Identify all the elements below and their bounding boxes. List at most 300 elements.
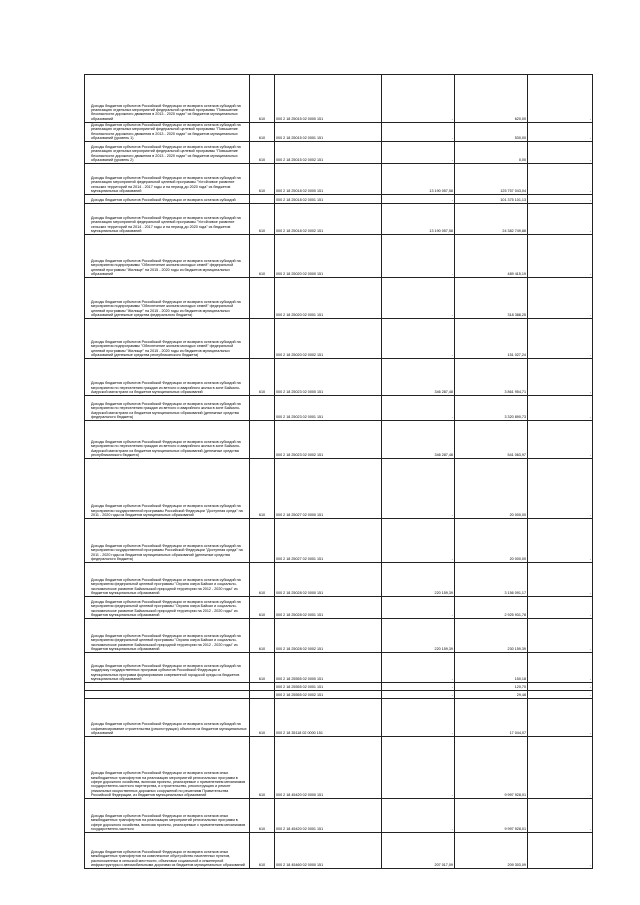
row-budget-code: 000 2 18 25028 02 0001 151 — [276, 612, 324, 617]
row-planned-amount: - — [451, 826, 453, 831]
row-description: Доходы бюджетов субъектов Российской Федерации от возврата остатков субсидий на мероприятия федеральной целевой программы "Охрана озера Байкал и социально-экономическое развитие Байкальской природной территории на 2012 - 2020 годы" из бюджетов муниципальных образований — [91, 600, 241, 617]
table-row — [85, 619, 593, 653]
table-row — [85, 737, 593, 799]
row-executed-amount-cell — [455, 459, 528, 519]
row-description-cell — [85, 619, 250, 653]
row-budget-code: 000 2 18 25020 02 0000 151 — [276, 271, 324, 276]
row-planned-amount-cell — [382, 653, 455, 683]
row-remaining-amount-cell — [528, 164, 593, 195]
row-executed-amount: 9 997 928,01 — [504, 792, 526, 797]
row-budget-code: 000 2 18 25555 02 0001 151 — [276, 684, 324, 689]
row-planned-amount-cell — [382, 359, 455, 396]
table-row — [85, 123, 593, 142]
row-planned-amount-cell — [382, 396, 455, 421]
row-admin-code: 610 — [258, 862, 266, 867]
row-admin-code-cell — [250, 597, 275, 619]
table-row — [85, 319, 593, 359]
table-row — [85, 653, 593, 683]
row-executed-amount: 24 382 749,88 — [502, 228, 526, 233]
row-remaining-amount-cell — [528, 421, 593, 459]
row-description-cell — [85, 75, 250, 123]
row-admin-code-cell — [250, 421, 275, 459]
row-planned-amount: - — [451, 676, 453, 681]
row-admin-code-cell — [250, 691, 275, 699]
row-remaining-amount-cell — [528, 319, 593, 359]
row-planned-amount-cell — [382, 619, 455, 653]
row-remaining-amount: - — [589, 684, 591, 689]
row-planned-amount-cell — [382, 278, 455, 319]
row-planned-amount: - — [451, 612, 453, 617]
row-planned-amount: 13 190 057,58 — [429, 188, 453, 193]
row-budget-code-cell — [275, 142, 382, 164]
row-budget-code: 000 2 18 25015 02 0002 151 — [276, 157, 324, 162]
table-body — [85, 75, 593, 869]
row-planned-amount-cell — [382, 235, 455, 278]
table-row — [85, 75, 593, 123]
table-row — [85, 164, 593, 195]
row-planned-amount: - — [451, 157, 453, 162]
row-description-cell — [85, 699, 250, 737]
row-planned-amount-cell — [382, 421, 455, 459]
row-budget-code: 000 2 18 25018 02 0002 151 — [276, 228, 324, 233]
row-executed-amount: 29,48 — [516, 692, 526, 697]
row-description-cell — [85, 597, 250, 619]
row-remaining-amount: - — [589, 116, 591, 121]
row-remaining-amount-cell — [528, 459, 593, 519]
row-planned-amount-cell — [382, 563, 455, 597]
row-description: Доходы бюджетов субъектов Российской Федерации от возврата остатков субсидий на мероприятия государственной программы Российской Федерации "Доступная среда" на 2011 - 2020 годы из бюджетов муниципальных образований (денежные средства федерального бюджета) — [91, 544, 243, 561]
table-row — [85, 278, 593, 319]
row-planned-amount: 13 190 057,58 — [429, 228, 453, 233]
row-description: Доходы бюджетов субъектов Российской Федерации от возврата остатков субсидий на реализацию мероприятий федеральной целевой программы "Устойчивое развитие сельских территорий на 2014 - 2017 годы и на период до 2020 года" из бюджетов муниципальных образований — [91, 176, 241, 193]
row-description-cell — [85, 653, 250, 683]
row-executed-amount-cell — [455, 563, 528, 597]
row-executed-amount: 230 159,39 — [507, 646, 526, 651]
row-budget-code-cell — [275, 204, 382, 235]
row-admin-code-cell — [250, 319, 275, 359]
row-executed-amount-cell — [455, 653, 528, 683]
row-remaining-amount: - — [589, 389, 591, 394]
row-planned-amount-cell — [382, 597, 455, 619]
row-planned-amount-cell — [382, 799, 455, 833]
row-budget-code-cell — [275, 833, 382, 869]
table-row — [85, 563, 593, 597]
row-planned-amount: - — [451, 730, 453, 735]
row-executed-amount: 530,00 — [514, 135, 526, 140]
row-description: Доходы бюджетов субъектов Российской Федерации от возврата остатков субсидий на реализацию отдельных мероприятий федеральной целевой программы "Повышение безопасности дорожного движения в 2013 - 2020 годах" из бюджетов муниципальных образований — [91, 103, 241, 121]
row-executed-amount: 318 388,25 — [507, 312, 526, 317]
row-admin-code: 610 — [258, 612, 266, 617]
row-admin-code: 610 — [258, 228, 266, 233]
row-planned-amount: - — [451, 556, 453, 561]
row-description: Доходы бюджетов субъектов Российской Федерации от возврата остатков субсидий на реализацию мероприятий федеральной целевой программы "Устойчивое развитие сельских территорий на 2014 - 2017 годы и на период до 2020 года" из бюджетов муниципальных образований — [91, 216, 241, 233]
table-row — [85, 519, 593, 563]
row-executed-amount: 0,00 — [518, 157, 526, 162]
row-admin-code: 610 — [258, 116, 266, 121]
row-planned-amount-cell — [382, 683, 455, 691]
row-executed-amount-cell — [455, 519, 528, 563]
row-planned-amount-cell — [382, 164, 455, 195]
row-admin-code-cell — [250, 204, 275, 235]
row-planned-amount-cell — [382, 204, 455, 235]
row-description-cell — [85, 319, 250, 359]
row-description-cell — [85, 421, 250, 459]
row-planned-amount: 346 287,48 — [434, 452, 453, 457]
row-remaining-amount: - — [589, 414, 591, 419]
table-row — [85, 142, 593, 164]
row-remaining-amount-cell — [528, 519, 593, 563]
row-budget-code-cell — [275, 699, 382, 737]
row-planned-amount: - — [451, 414, 453, 419]
row-remaining-amount: - — [589, 676, 591, 681]
row-description: Доходы бюджетов субъектов Российской Федерации от возврата остатков субсидий на мероприятия подпрограммы "Обеспечение жильем молодых семей" федеральной целевой программы "Жилище" на 2015 - 2020 годы из бюджетов муниципальных образований — [91, 259, 241, 276]
row-remaining-amount-cell — [528, 142, 593, 164]
row-budget-code-cell — [275, 737, 382, 799]
row-executed-amount-cell — [455, 799, 528, 833]
row-admin-code: 610 — [258, 188, 266, 193]
row-planned-amount-cell — [382, 691, 455, 699]
row-description-cell — [85, 359, 250, 396]
row-remaining-amount-cell — [528, 691, 593, 699]
row-budget-code: 000 2 18 25555 02 0002 151 — [276, 692, 324, 697]
row-planned-amount-cell — [382, 123, 455, 142]
row-remaining-amount: - — [589, 792, 591, 797]
row-budget-code-cell — [275, 619, 382, 653]
row-description-cell — [85, 799, 250, 833]
row-budget-code: 000 2 18 45420 02 0001 151 — [276, 826, 324, 831]
row-remaining-amount-cell — [528, 278, 593, 319]
budget-revenue-table — [84, 74, 593, 869]
row-admin-code-cell — [250, 123, 275, 142]
row-remaining-amount-cell — [528, 653, 593, 683]
row-admin-code: 610 — [258, 730, 266, 735]
row-executed-amount-cell — [455, 359, 528, 396]
row-budget-code-cell — [275, 421, 382, 459]
row-description: Доходы бюджетов субъектов Российской Федерации от возврата остатков субсидий на мероприятия по переселению граждан из ветхого и аварийного жилья в зоне Байкало-Амурской магистрали из бюджетов муниципальных образований — [91, 381, 241, 394]
row-planned-amount: 220 159,39 — [434, 646, 453, 651]
table-row — [85, 799, 593, 833]
row-executed-amount: 20 000,00 — [509, 556, 526, 561]
row-remaining-amount-cell — [528, 833, 593, 869]
row-budget-code: 000 2 18 25028 02 0000 151 — [276, 590, 324, 595]
row-description-cell — [85, 164, 250, 195]
row-executed-amount-cell — [455, 597, 528, 619]
row-budget-code-cell — [275, 396, 382, 421]
table-row — [85, 195, 593, 204]
row-admin-code-cell — [250, 799, 275, 833]
row-executed-amount-cell — [455, 833, 528, 869]
row-remaining-amount-cell — [528, 699, 593, 737]
row-executed-amount: 3 861 954,71 — [504, 389, 526, 394]
row-budget-code: 000 2 18 25028 02 0002 151 — [276, 646, 324, 651]
row-planned-amount: - — [451, 684, 453, 689]
row-executed-amount-cell — [455, 75, 528, 123]
row-planned-amount: - — [451, 352, 453, 357]
row-admin-code: 610 — [258, 512, 266, 517]
row-executed-amount-cell — [455, 396, 528, 421]
row-remaining-amount: - — [589, 197, 591, 202]
row-executed-amount: 9 997 928,01 — [504, 826, 526, 831]
table-row — [85, 683, 593, 691]
row-executed-amount-cell — [455, 737, 528, 799]
row-admin-code: 610 — [258, 646, 266, 651]
row-remaining-amount-cell — [528, 123, 593, 142]
row-planned-amount: 346 287,48 — [434, 389, 453, 394]
row-planned-amount: - — [451, 792, 453, 797]
table-row — [85, 204, 593, 235]
row-admin-code-cell — [250, 519, 275, 563]
row-executed-amount-cell — [455, 142, 528, 164]
row-planned-amount-cell — [382, 75, 455, 123]
row-remaining-amount-cell — [528, 563, 593, 597]
row-remaining-amount-cell — [528, 195, 593, 204]
row-budget-code-cell — [275, 75, 382, 123]
row-budget-code: 000 2 18 25015 02 0001 151 — [276, 135, 324, 140]
row-remaining-amount-cell — [528, 204, 593, 235]
row-planned-amount: - — [451, 116, 453, 121]
row-admin-code-cell — [250, 278, 275, 319]
row-description-cell — [85, 737, 250, 799]
row-description: Доходы бюджетов субъектов Российской Федерации от возврата остатков иных межбюджетных трансфертов на комплексное обустройство населенных пунктов, расположенных в сельской местности, объектами социальной и инженерной инфраструктуры и автомобильными дорогами из бюджетов муниципальных образований — [91, 850, 245, 867]
row-planned-amount-cell — [382, 833, 455, 869]
row-executed-amount: 17 044,07 — [509, 730, 526, 735]
row-description: Доходы бюджетов субъектов Российской Федерации от возврата остатков иных межбюджетных трансфертов на реализацию мероприятий региональных программ в сфере дорожного хозяйства, включая проекты, реализуемые с применением механизмов государственно-частного — [91, 814, 246, 831]
row-description-cell — [85, 519, 250, 563]
budget-page — [84, 74, 591, 869]
table-row — [85, 833, 593, 869]
row-description-cell — [85, 123, 250, 142]
row-planned-amount-cell — [382, 142, 455, 164]
row-description: Доходы бюджетов субъектов Российской Федерации от возврата остатков субсидий на реализацию отдельных мероприятий федеральной целевой программы "Повышение безопасности дорожного движения в 2013 - 2020 годах" из бюджетов муниципальных образований (уровень 1) — [91, 123, 241, 140]
table-row — [85, 459, 593, 519]
row-remaining-amount: - — [589, 135, 591, 140]
row-planned-amount: - — [451, 135, 453, 140]
table-row — [85, 359, 593, 396]
row-description: Доходы бюджетов субъектов Российской Федерации от возврата остатков субсидий на мероприятия подпрограммы "Обеспечение жильем молодых семей" федеральной целевой программы "Жилище" на 2015 - 2020 годы из бюджетов муниципальных образований (денежные средства федерального бюджета) — [91, 300, 241, 317]
row-budget-code-cell — [275, 459, 382, 519]
row-admin-code-cell — [250, 195, 275, 204]
row-budget-code-cell — [275, 164, 382, 195]
row-planned-amount: - — [451, 692, 453, 697]
row-description-cell — [85, 563, 250, 597]
table-row — [85, 597, 593, 619]
row-remaining-amount: - — [589, 826, 591, 831]
row-budget-code-cell — [275, 519, 382, 563]
row-budget-code: 000 2 18 25018 02 0000 151 — [276, 188, 324, 193]
row-remaining-amount: - — [589, 312, 591, 317]
row-admin-code-cell — [250, 75, 275, 123]
row-admin-code: 610 — [258, 792, 266, 797]
row-executed-amount-cell — [455, 683, 528, 691]
row-admin-code: 610 — [258, 826, 266, 831]
row-executed-amount-cell — [455, 278, 528, 319]
row-executed-amount-cell — [455, 319, 528, 359]
row-description: Доходы бюджетов субъектов Российской Федерации от возврата остатков субсидий на мероприятия федеральной целевой программы "Охрана озера Байкал и социально-экономическое развитие Байкальской природной территории на 2012 - 2020 годы" из бюджетов муниципальных образований — [91, 634, 241, 651]
row-executed-amount: 209 303,09 — [507, 862, 526, 867]
row-planned-amount: 220 159,39 — [434, 590, 453, 595]
row-remaining-amount-cell — [528, 235, 593, 278]
row-admin-code-cell — [250, 833, 275, 869]
row-planned-amount: - — [451, 271, 453, 276]
row-description: Доходы бюджетов субъектов Российской Федерации от возврата остатков субсидий на реализацию отдельных мероприятий федеральной целевой программы "Повышение безопасности дорожного движения в 2013 - 2020 годах" из бюджетов муниципальных образований (уровень 2) — [91, 145, 241, 162]
row-admin-code-cell — [250, 459, 275, 519]
row-executed-amount: 3 156 091,17 — [504, 590, 526, 595]
row-executed-amount: 120,70 — [514, 684, 526, 689]
row-remaining-amount-cell — [528, 359, 593, 396]
table-row — [85, 691, 593, 699]
row-executed-amount-cell — [455, 123, 528, 142]
row-description: Доходы бюджетов субъектов Российской Федерации от возврата остатков субсидий на софинансирование строительства (реконструкции) объектов из бюджетов муниципальных образований — [91, 722, 247, 735]
row-description: Доходы бюджетов субъектов Российской Федерации от возврата остатков иных межбюджетных трансфертов на реализацию мероприятий региональных программ в сфере дорожного хозяйства, включая проекты, реализуемые с применением механизмов государственно-частного партнерства, и строительство, реконструкцию и ремонт уникальных искусственных дорожных сооружений по решениям Правительства Российской Федерации, из бюджетов муниципальных образований — [91, 771, 246, 797]
table-row — [85, 396, 593, 421]
row-remaining-amount-cell — [528, 683, 593, 691]
row-admin-code: 610 — [258, 135, 266, 140]
row-description-cell — [85, 235, 250, 278]
row-description-cell — [85, 691, 250, 699]
row-budget-code: 000 2 18 25015 02 0000 151 — [276, 116, 324, 121]
row-description-cell — [85, 142, 250, 164]
row-remaining-amount: - — [589, 646, 591, 651]
row-description: Доходы бюджетов субъектов Российской Федерации от возврата остатков субсидий на мероприятия подпрограммы "Обеспечение жильем молодых семей" федеральной целевой программы "Жилище" на 2015 - 2020 годы из бюджетов муниципальных образований (денежные средства республиканского бюджета) — [91, 340, 241, 357]
row-remaining-amount-cell — [528, 619, 593, 653]
row-planned-amount: - — [451, 312, 453, 317]
row-admin-code-cell — [250, 396, 275, 421]
row-executed-amount: 620,00 — [514, 116, 526, 121]
row-admin-code-cell — [250, 737, 275, 799]
row-description: Доходы бюджетов субъектов Российской Федерации от возврата остатков субсидий на поддержку государственных программ субъектов Российской Федерации и муниципальных программ формирования современной городской среды из бюджетов муниципальных образований — [91, 664, 241, 681]
row-admin-code-cell — [250, 142, 275, 164]
row-executed-amount: 125 757 043,04 — [500, 188, 526, 193]
row-description: Доходы бюджетов субъектов Российской Федерации от возврата остатков субсидий на мероприятия по переселению граждан из ветхого и аварийного жилья в зоне Байкало-Амурской магистрали из бюджетов муниципальных образований (денежные средства федерального бюджета) — [91, 402, 241, 419]
row-budget-code-cell — [275, 195, 382, 204]
row-executed-amount-cell — [455, 699, 528, 737]
row-remaining-amount: - — [589, 188, 591, 193]
row-remaining-amount: - — [589, 452, 591, 457]
row-remaining-amount-cell — [528, 597, 593, 619]
row-remaining-amount: - — [589, 228, 591, 233]
row-budget-code-cell — [275, 597, 382, 619]
row-planned-amount: - — [451, 197, 453, 202]
row-admin-code: 610 — [258, 676, 266, 681]
row-executed-amount: 489 415,19 — [507, 271, 526, 276]
row-budget-code-cell — [275, 359, 382, 396]
row-remaining-amount: - — [589, 862, 591, 867]
row-executed-amount-cell — [455, 691, 528, 699]
row-remaining-amount-cell — [528, 396, 593, 421]
row-description: Доходы бюджетов субъектов Российской Федерации от возврата остатков субсидий на мероприятия государственной программы Российской Федерации "Доступная среда" на 2011 - 2020 годы из бюджетов муниципальных образований — [91, 504, 243, 517]
row-remaining-amount: - — [589, 692, 591, 697]
row-remaining-amount-cell — [528, 75, 593, 123]
row-executed-amount-cell — [455, 195, 528, 204]
row-planned-amount: 207 017,09 — [434, 862, 453, 867]
row-admin-code-cell — [250, 683, 275, 691]
row-remaining-amount-cell — [528, 799, 593, 833]
row-remaining-amount: - — [589, 352, 591, 357]
row-budget-code: 000 2 18 45420 02 0000 151 — [276, 792, 324, 797]
row-planned-amount: - — [451, 512, 453, 517]
row-admin-code-cell — [250, 619, 275, 653]
row-admin-code-cell — [250, 699, 275, 737]
row-planned-amount-cell — [382, 195, 455, 204]
row-executed-amount: 150,18 — [514, 676, 526, 681]
row-admin-code-cell — [250, 563, 275, 597]
row-admin-code-cell — [250, 164, 275, 195]
row-executed-amount: 2 925 931,78 — [504, 612, 526, 617]
row-remaining-amount: - — [589, 512, 591, 517]
table-row — [85, 699, 593, 737]
row-remaining-amount: - — [589, 556, 591, 561]
row-executed-amount: 101 375 101,13 — [500, 197, 526, 202]
row-executed-amount: 151 027,24 — [507, 352, 526, 357]
row-executed-amount: 541 063,97 — [507, 452, 526, 457]
row-budget-code: 000 2 18 25018 02 0001 151 — [276, 197, 324, 202]
row-budget-code: 000 2 18 35118 02 0000 151 — [276, 730, 323, 735]
row-budget-code-cell — [275, 319, 382, 359]
row-admin-code-cell — [250, 235, 275, 278]
row-description-cell — [85, 396, 250, 421]
row-remaining-amount: - — [589, 157, 591, 162]
row-planned-amount-cell — [382, 699, 455, 737]
row-budget-code-cell — [275, 683, 382, 691]
row-admin-code-cell — [250, 359, 275, 396]
row-budget-code: 000 2 18 25023 02 0000 151 — [276, 389, 324, 394]
row-executed-amount-cell — [455, 421, 528, 459]
row-admin-code: 610 — [258, 389, 266, 394]
row-description-cell — [85, 278, 250, 319]
row-remaining-amount: - — [589, 271, 591, 276]
row-description-cell — [85, 195, 250, 204]
row-description: Доходы бюджетов субъектов Российской Федерации от возврата остатков субсидий — [91, 197, 236, 202]
row-remaining-amount: - — [589, 612, 591, 617]
row-admin-code: 610 — [258, 271, 266, 276]
row-admin-code: 610 — [258, 590, 266, 595]
row-description: Доходы бюджетов субъектов Российской Федерации от возврата остатков субсидий на мероприятия федеральной целевой программы "Охрана озера Байкал и социально-экономическое развитие Байкальской природной территории на 2012 - 2020 годы" из бюджетов муниципальных образований — [91, 578, 241, 595]
row-budget-code: 000 2 18 25020 02 0002 151 — [276, 352, 324, 357]
row-budget-code-cell — [275, 235, 382, 278]
row-admin-code-cell — [250, 653, 275, 683]
row-description: Доходы бюджетов субъектов Российской Федерации от возврата остатков субсидий на мероприятия по переселению граждан из ветхого и аварийного жилья в зоне Байкало-Амурской магистрали из бюджетов муниципальных образований (денежные средства республиканского бюджета) — [91, 440, 241, 457]
row-remaining-amount-cell — [528, 737, 593, 799]
row-description-cell — [85, 683, 250, 691]
row-budget-code-cell — [275, 278, 382, 319]
table-row — [85, 235, 593, 278]
row-remaining-amount: - — [589, 730, 591, 735]
row-budget-code-cell — [275, 799, 382, 833]
row-budget-code: 000 2 18 25555 02 0000 151 — [276, 676, 324, 681]
row-description-cell — [85, 833, 250, 869]
row-remaining-amount: - — [589, 590, 591, 595]
row-planned-amount-cell — [382, 737, 455, 799]
row-budget-code: 000 2 18 25023 02 0001 151 — [276, 414, 324, 419]
row-admin-code: 610 — [258, 157, 266, 162]
row-budget-code-cell — [275, 653, 382, 683]
row-budget-code-cell — [275, 123, 382, 142]
row-executed-amount: 3 320 890,73 — [504, 414, 526, 419]
row-budget-code: 000 2 18 25023 02 0002 151 — [276, 452, 324, 457]
row-executed-amount: 20 000,00 — [509, 512, 526, 517]
row-planned-amount-cell — [382, 459, 455, 519]
row-planned-amount-cell — [382, 519, 455, 563]
row-executed-amount-cell — [455, 619, 528, 653]
row-budget-code: 000 2 18 25027 02 0000 151 — [276, 512, 324, 517]
row-description-cell — [85, 459, 250, 519]
row-executed-amount-cell — [455, 164, 528, 195]
row-budget-code-cell — [275, 563, 382, 597]
row-description-cell — [85, 204, 250, 235]
table-row — [85, 421, 593, 459]
row-budget-code-cell — [275, 691, 382, 699]
row-budget-code: 000 2 18 45460 02 0000 151 — [276, 862, 324, 867]
